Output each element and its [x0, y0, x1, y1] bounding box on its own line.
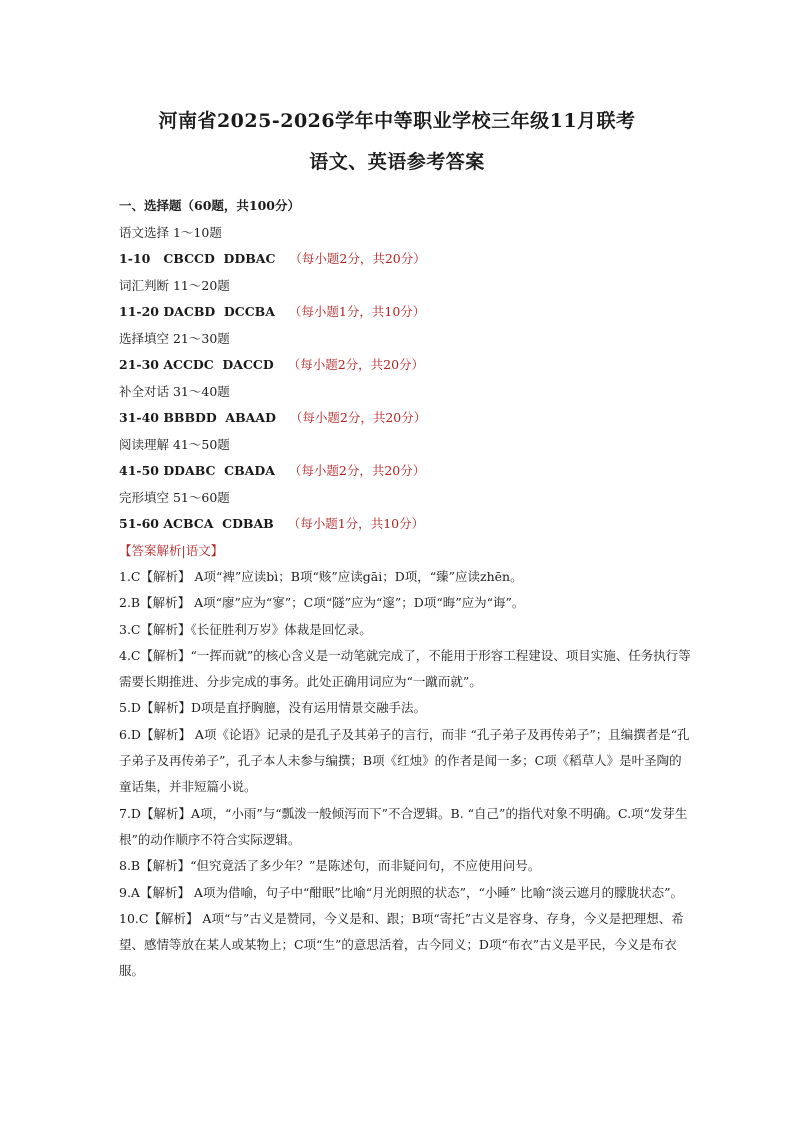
- analysis-item: 8.B【解析】“但究竟活了多少年？”是陈述句，而非疑问句，不应使用问号。: [119, 858, 541, 874]
- analysis-item: 10.C【解析】 A项“与”古义是赞同，今义是和、跟；B项“寄托”古义是容身、存身，今义是把理想、希望、感情等放在某人或某物上；C项“生”的意思活着，古今同义；D项“布衣”古义是平民，今义是布衣服。: [119, 910, 684, 979]
- analysis-item: 5.D【解析】D项是直抒胸臆，没有运用情景交融手法。: [119, 700, 426, 716]
- group-label: 完形填空 51～60题: [119, 490, 230, 505]
- section-heading: 一、选择题（60题，共100分）: [119, 198, 300, 213]
- analysis-item: 4.C【解析】“一挥而就”的核心含义是一动笔就完成了，不能用于形容工程建设、项目实施、任务执行等需要长期推进、分步完成的事务。此处正确用词应为“一蹴而就”。: [119, 647, 691, 690]
- score-note: （每小题1分，共10分）: [288, 304, 426, 319]
- analysis-item: 6.D【解析】 A项《论语》记录的是孔子及其弟子的言行，而非 “孔子弟子及再传弟子”；且编撰者是“孔子弟子及再传弟子”，孔子本人未参与编撰；B项《红烛》的作者是闻一多；C项《稻草人》是叶圣陶的童话集，并非短篇小说。: [119, 726, 690, 795]
- group-label: 语文选择 1～10题: [119, 225, 222, 240]
- analysis-item: 3.C【解析】《长征胜利万岁》体裁是回忆录。: [119, 621, 372, 637]
- answer-key: 51-60 ACBCA CDBAB: [119, 516, 274, 531]
- score-note: （每小题2分，共20分）: [288, 463, 426, 478]
- score-note: （每小题2分，共20分）: [289, 251, 426, 266]
- answer-key: 21-30 ACCDC DACCD: [119, 357, 274, 372]
- group-label: 补全对话 31～40题: [119, 384, 230, 399]
- answer-key: 31-40 BBBDD ABAAD: [119, 410, 276, 425]
- analysis-item: 2.B【解析】 A项“廖”应为“寥”；C项“隧”应为“邃”；D项“晦”应为“诲”。: [119, 595, 525, 611]
- analysis-item: 1.C【解析】 A项“裨”应读bì；B项“赅”应读gāi；D项，“臻”应读zhēn。: [119, 569, 523, 584]
- analysis-item: 9.A【解析】 A项为借喻，句子中“酣眠”比喻“月光朗照的状态”，“小睡” 比喻“淡云遮月的朦胧状态”。: [119, 884, 684, 900]
- answer-key: 11-20 DACBD DCCBA: [119, 304, 275, 319]
- page-title: 河南省2025-2026学年中等职业学校三年级11月联考: [158, 110, 636, 132]
- group-label: 阅读理解 41～50题: [119, 437, 230, 452]
- answer-row: [119, 251, 426, 267]
- analysis-header: 【答案解析|语文】: [119, 543, 224, 558]
- group-label: 选择填空 21～30题: [119, 331, 230, 346]
- answer-row: [119, 516, 424, 532]
- answer-row: [119, 357, 424, 373]
- answer-row: [119, 463, 425, 479]
- answer-key: 41-50 DDABC CBADA: [119, 463, 275, 478]
- analysis-item: 7.D【解析】A项，“小雨”与“瓢泼一般倾泻而下”不合逻辑。B. “自己”的指代对象不明确。C.项“发芽生根”的动作顺序不符合实际逻辑。: [119, 805, 688, 847]
- group-label: 词汇判断 11～20题: [119, 278, 230, 293]
- page-subtitle: 语文、英语参考答案: [309, 151, 485, 173]
- score-note: （每小题2分，共20分）: [289, 410, 427, 425]
- answer-key: 1-10 CBCCD DDBAC: [119, 251, 276, 266]
- answer-row: [119, 304, 425, 320]
- score-note: （每小题2分，共20分）: [287, 357, 425, 372]
- answer-row: [119, 410, 426, 426]
- score-note: （每小题1分，共10分）: [287, 516, 425, 531]
- analysis-list: [119, 564, 691, 985]
